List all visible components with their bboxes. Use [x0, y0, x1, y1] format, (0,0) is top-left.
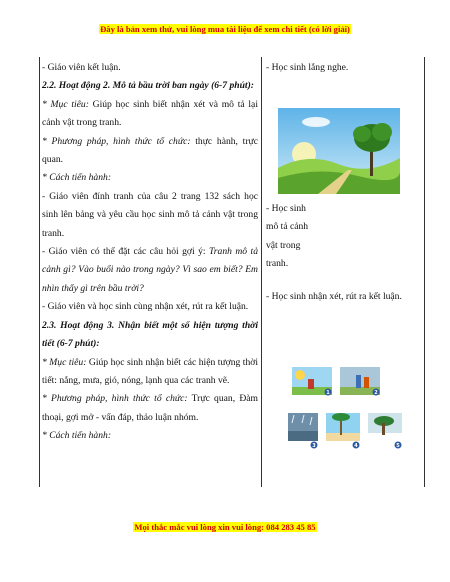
svg-text:4: 4 — [354, 442, 358, 449]
student-response-2: - Học sinh mô tả cảnh vật trong tranh. — [266, 203, 309, 270]
teacher-column — [42, 59, 258, 446]
weather-phenomena-image — [278, 365, 408, 455]
activity-2-step-2: - Giáo viên có thể đặt các câu hỏi gợi ý: Tranh mô tả cảnh gì? Vào buổi nào trong ngày? Vì sao em biết? Em nhìn thấy gì trên bầu trời? — [42, 246, 258, 294]
svg-text:3: 3 — [312, 442, 316, 449]
contact-banner: Mọi thắc mắc vui lòng xin vui lòng: 084 283 45 85 — [134, 522, 316, 532]
activity-2-procedure-label: * Cách tiến hành: — [42, 172, 112, 184]
weather-hot-beach-image — [326, 413, 360, 441]
activity-3-procedure-label: * Cách tiến hành: — [42, 430, 112, 442]
svg-text:5: 5 — [396, 442, 400, 449]
student-response-1: - Học sinh lắng nghe. — [266, 62, 349, 73]
daytime-landscape-image — [278, 108, 400, 194]
activity-2-objective: * Mục tiêu: Giúp học sinh biết nhận xét và mô tả lại cảnh vật trong tranh. — [42, 98, 258, 129]
preview-banner: Đây là bản xem thử, vui lòng mua tài liệu để xem chi tiết (có lời giải) — [100, 24, 350, 34]
activity-3-objective: * Mục tiêu: Giúp học sinh nhận biết các hiện tượng thời tiết: nắng, mưa, gió, nóng, lạnh qua các tranh vẽ. — [42, 356, 258, 386]
activity-2-heading: 2.2. Hoạt động 2. Mô tả bầu trời ban ngày (6-7 phút): — [42, 80, 254, 92]
weather-cold-image — [368, 413, 402, 441]
svg-text:1: 1 — [326, 389, 330, 396]
activity-3-heading: 2.3. Hoạt động 3. Nhận biết một số hiện tượng thời tiết (6-7 phút): — [42, 319, 258, 350]
activity-2-method: * Phương pháp, hình thức tổ chức: thực hành, trực quan. — [42, 135, 259, 166]
activity-3-method: * Phương pháp, hình thức tổ chức: Trực quan, Đàm thoại, gợi mở - vấn đáp, thảo luận nhóm. — [42, 393, 258, 423]
column-divider — [261, 57, 262, 487]
weather-rainy-image — [288, 413, 318, 441]
teacher-conclusion: - Giáo viên kết luận. — [42, 62, 121, 73]
svg-text:2: 2 — [374, 389, 378, 396]
activity-2-step-1: - Giáo viên đính tranh của câu 2 trang 132 sách học sinh lên bảng và yêu cầu học sinh mô tả cảnh vật trong tranh. — [42, 190, 258, 239]
student-response-3: - Học sinh nhận xét, rút ra kết luận. — [266, 291, 402, 302]
activity-2-step-3: - Giáo viên và học sinh cùng nhận xét, rút ra kết luận. — [42, 301, 249, 313]
